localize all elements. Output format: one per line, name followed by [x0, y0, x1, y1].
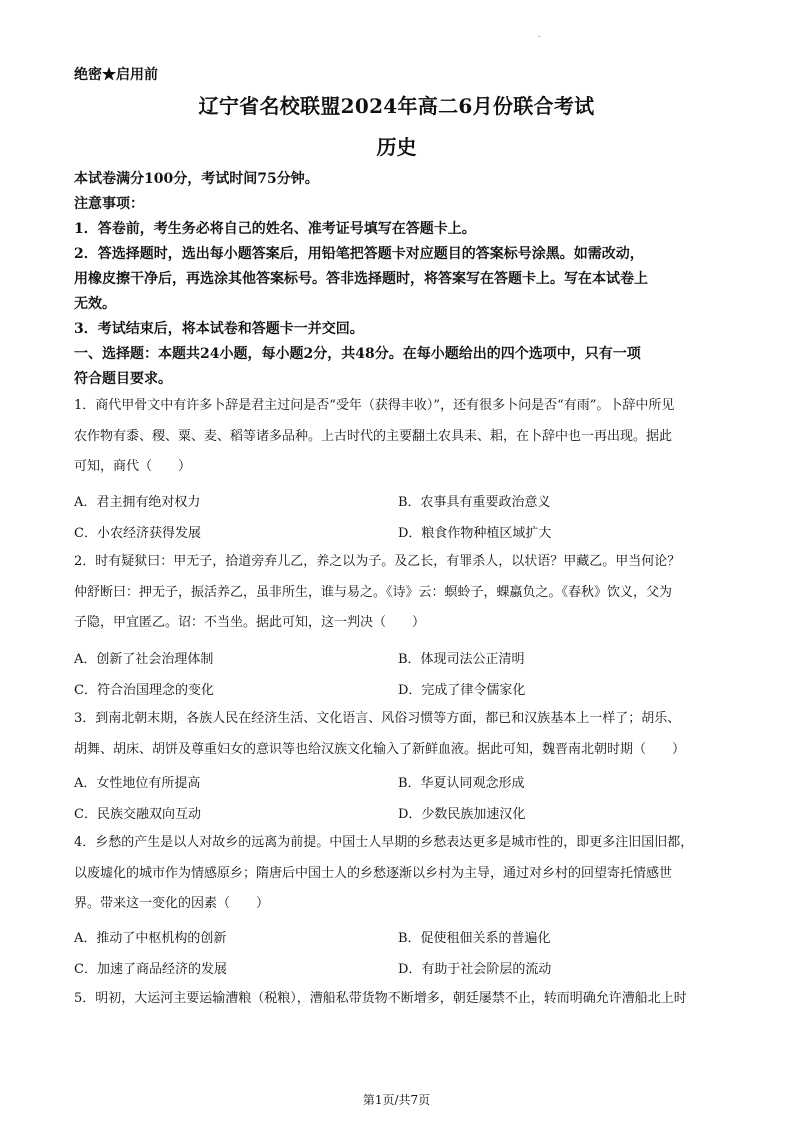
option-b: B．华夏认同观念形成	[398, 776, 525, 791]
question-3	[74, 704, 734, 765]
subject-title: 历史	[376, 135, 417, 159]
question-line: 可知，商代（ ）	[74, 459, 192, 474]
corner-dot: .	[538, 30, 541, 39]
question-line: 界。带来这一变化的因素（ ）	[74, 896, 270, 911]
option-d: D．有助于社会阶层的流动	[398, 962, 552, 977]
option-d: D．少数民族加速汉化	[398, 807, 526, 822]
question-line: 子隐，甲宜匿乙。诏：不当坐。据此可知，这一判决（ ）	[74, 615, 426, 630]
option-b: B．促使租佃关系的普遍化	[398, 931, 551, 946]
question-4	[74, 828, 734, 920]
secret-label: 绝密★启用前	[74, 67, 158, 83]
option-a: A．女性地位有所提高	[74, 776, 201, 791]
question-line: 农作物有黍、稷、粟、麦、稻等诸多品种。上古时代的主要翻土农具耒、耜，在卜辞中也一再出现。据此	[74, 428, 673, 444]
notice-item-1: 1．答卷前，考生务必将自己的姓名、准考证号填写在答题卡上。	[74, 221, 476, 237]
option-b: B．农事具有重要政治意义	[398, 495, 551, 510]
notice-item-3: 3．考试结束后，将本试卷和答题卡一并交回。	[74, 321, 364, 337]
section-heading-line-1: 一、选择题：本题共24小题，每小题2分，共48分。在每小题给出的四个选项中，只有一项	[74, 346, 641, 362]
question-line: 以废墟化的城市作为情感原乡；隋唐后中国士人的乡愁逐渐以乡村为主导，通过对乡村的回望寄托情感世	[74, 865, 673, 881]
option-a: A．君主拥有绝对权力	[74, 495, 201, 510]
option-d: D．粮食作物种植区域扩大	[398, 526, 552, 541]
instructions	[74, 167, 734, 392]
question-line: 仲舒断曰：押无子，振活养乙，虽非所生，谁与易之。《诗》云：螟蛉子，蜾蠃负之。《春秋》饮义，父为	[74, 584, 673, 600]
question-line: 胡舞、胡床、胡饼及尊重妇女的意识等也给汉族文化输入了新鲜血液。据此可知，魏晋南北朝时期（ ）	[74, 741, 686, 757]
notice-item-2-line-1: 2．答选择题时，选出每小题答案后，用铅笔把答题卡对应题目的答案标号涂黑。如需改动，	[74, 246, 644, 262]
score-time-text: 本试卷满分100分，考试时间75分钟。	[74, 171, 319, 187]
notice-heading: 注意事项：	[74, 196, 144, 212]
question-line: 4．乡愁的产生是以人对故乡的远离为前提。中国士人早期的乡愁表达更多是城市性的，即更多注旧国旧都，	[74, 835, 694, 850]
notice-item-2-line-3: 无效。	[74, 296, 116, 312]
question-1	[74, 391, 734, 483]
option-b: B．体现司法公正清明	[398, 652, 525, 667]
question-2	[74, 547, 734, 639]
option-c: C．符合治国理念的变化	[74, 683, 214, 698]
option-c: C．小农经济获得发展	[74, 526, 201, 541]
question-line: 3．到南北朝末期，各族人民在经济生活、文化语言、风俗习惯等方面，都已和汉族基本上一样了；胡乐、	[74, 711, 681, 726]
question-line: 1．商代甲骨文中有许多卜辞是君主过问是否“受年（获得丰收）”，还有很多卜问是否“有雨”。卜辞中所见	[74, 398, 675, 413]
question-line: 2．时有疑狱曰：甲无子，拾道旁弃儿乙，养之以为子。及乙长，有罪杀人，以状语？甲藏乙。甲当何论？	[74, 554, 681, 569]
question-line: 5．明初，大运河主要运输漕粮（税粮），漕船私带货物不断增多，朝廷屡禁不止，转而明确允许漕船北上时	[74, 991, 687, 1006]
option-c: C．加速了商品经济的发展	[74, 962, 227, 977]
option-a: A．推动了中枢机构的创新	[74, 931, 227, 946]
notice-item-2-line-2: 用橡皮擦干净后，再选涂其他答案标号。答非选择题时，将答案写在答题卡上。写在本试卷上	[74, 271, 648, 287]
section-heading-line-2: 符合题目要求。	[74, 371, 172, 387]
question-5	[74, 984, 734, 1015]
option-c: C．民族交融双向互动	[74, 807, 201, 822]
exam-title: 辽宁省名校联盟2024年高二6月份联合考试	[198, 94, 595, 118]
page-number: 第1页/共7页	[362, 1093, 431, 1107]
option-d: D．完成了律令儒家化	[398, 683, 526, 698]
option-a: A．创新了社会治理体制	[74, 652, 214, 667]
